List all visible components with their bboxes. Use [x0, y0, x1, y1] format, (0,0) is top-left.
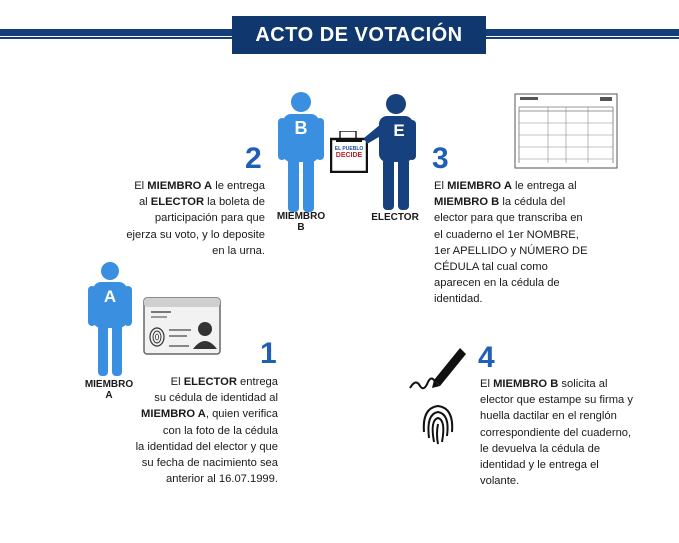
elector-letter: E [393, 121, 405, 140]
page-title: ACTO DE VOTACIÓN [232, 16, 486, 54]
id-card-icon [143, 297, 221, 355]
ballot-label-line1: EL PUEBLO [334, 146, 364, 152]
member-b-label-line2: B [297, 222, 305, 233]
elector-label: ELECTOR [371, 212, 419, 223]
member-b-label-line1: MIEMBRO [276, 211, 326, 222]
member-a-label-line1: MIEMBRO [84, 379, 134, 390]
step-1-text: El ELECTOR entrega su cédula de identidad al MIEMBRO A, quien verifica con la foto de la cédula la identidad del elector y que su fecha de nacimiento sea anterior al 16.07.1999. [135, 376, 278, 486]
step-4-text: El MIEMBRO B solicita al elector que estampe su firma y huella dactilar en el renglón correspondiente del cuaderno, le devuelva la cédula de identidad y le entrega el volante. [480, 378, 633, 488]
pen-icon [408, 344, 468, 394]
person-a-letter: A [103, 287, 117, 306]
ballot-label-line2: DECIDE [335, 152, 363, 159]
member-a-label-line2: A [105, 390, 113, 401]
step-2-number: 2 [245, 142, 262, 175]
notebook-icon [514, 93, 618, 169]
step-3-text: El MIEMBRO A le entrega al MIEMBRO B la cédula del elector para que transcriba en el cuaderno el 1er NOMBRE, 1er APELLIDO y NÚMERO DE CÉDULA tal cual como aparecen en la cédula de identidad. [434, 180, 588, 306]
person-elector-icon [364, 94, 418, 210]
member-b-label [266, 211, 336, 233]
step-1-number: 1 [260, 337, 277, 370]
person-b-letter: B [294, 118, 308, 138]
step-4-number: 4 [478, 341, 495, 374]
person-b-icon [278, 92, 324, 212]
person-a-icon [88, 262, 132, 376]
step-2-text: El MIEMBRO A le entrega al ELECTOR la boleta de participación para que ejerza su voto, y lo deposite en la urna. [126, 180, 265, 257]
ballot-label [333, 146, 365, 160]
fingerprint-icon [420, 402, 456, 446]
step-3-number: 3 [432, 142, 449, 175]
